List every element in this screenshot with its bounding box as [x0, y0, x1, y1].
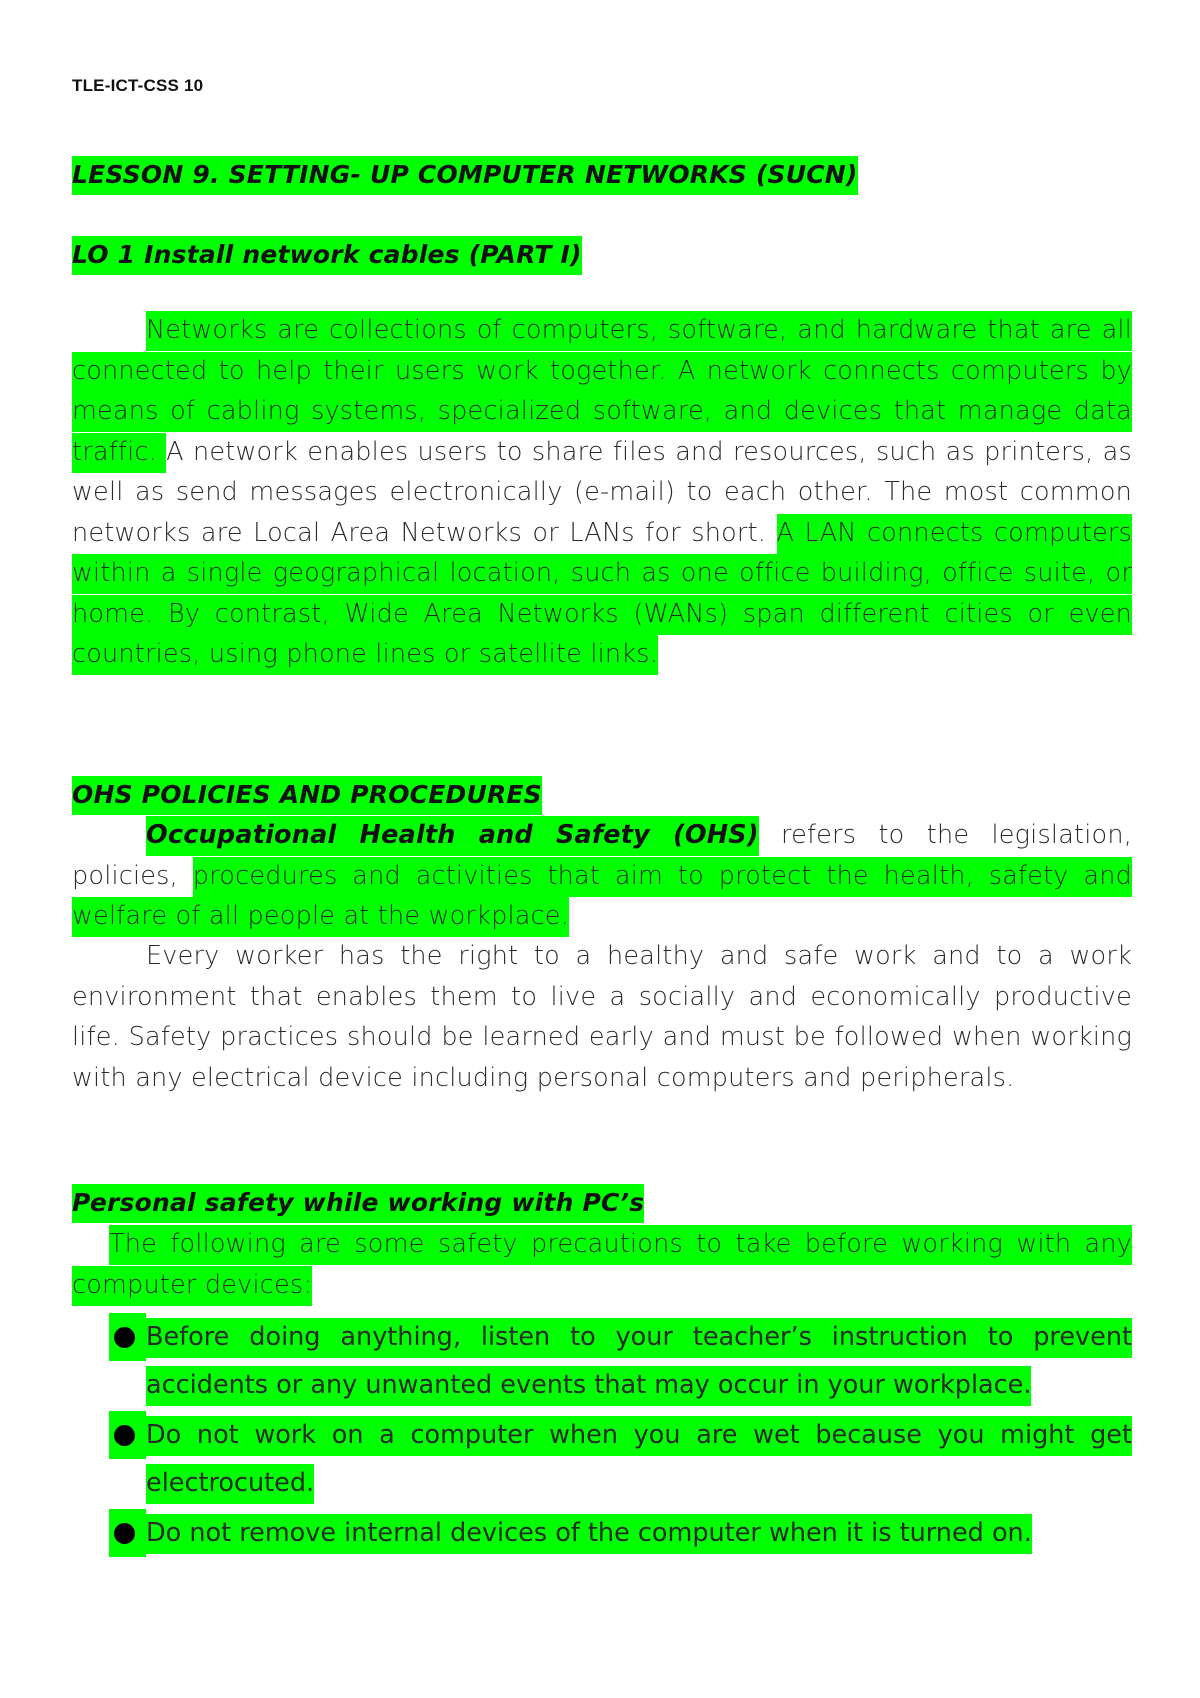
safety-list	[109, 1313, 1132, 1559]
bullet-icon	[109, 1509, 146, 1557]
ohs-term-highlight	[146, 816, 759, 856]
ohs-term: Occupational Health and Safety (OHS)	[146, 820, 759, 850]
lo-title	[72, 240, 582, 269]
ohs-paragraph-text: Every worker has the right to a healthy and safe work and to a work environment that enables them to live a socially and economically productive life. Safety practices should be learned early and must be followed when working with any electrical device including personal computers and peripherals.	[72, 941, 1132, 1093]
lesson-title	[72, 160, 858, 189]
safety-heading	[72, 1188, 644, 1217]
list-item-text: Do not work on a computer when you are wet because you might get electrocuted.	[146, 1416, 1132, 1504]
intro-plain-text: A network enables users to share files and resources, such as printers, as well as send messages electronically (e-mail) to each other. The most common networks are Local Area Networks or LANs for short.	[72, 436, 1132, 548]
ohs-definition-plain: refers to the legislation, policies,	[72, 820, 1132, 891]
bullet-icon	[109, 1313, 146, 1361]
lo-title-text: LO 1 Install network cables (PART I)	[72, 236, 582, 275]
ohs-heading-text: OHS POLICIES AND PROCEDURES	[72, 776, 542, 815]
ohs-definition-highlight: procedures and activities that aim to protect the health, safety and welfare of all people at the workplace.	[72, 857, 1132, 938]
safety-intro	[72, 1224, 1132, 1305]
safety-heading-text: Personal safety while working with PC’s	[72, 1184, 644, 1223]
bullet-icon	[109, 1411, 146, 1459]
list-item	[109, 1313, 1132, 1409]
intro-highlight-2: A LAN connects computers within a single geographical location, such as one office building, office suite, or home. By contrast, Wide Area Networks (WANs) span different cities or even countries, using phone lines or satellite links.	[72, 514, 1132, 676]
running-header: TLE-ICT-CSS 10	[72, 76, 204, 95]
ohs-heading	[72, 780, 542, 809]
list-item	[109, 1509, 1132, 1557]
ohs-paragraph	[72, 936, 1132, 1098]
intro-highlight-1: Networks are collections of computers, software, and hardware that are all connected to help their users work together. A network connects computers by means of cabling systems, specialized software, and devices that manage data traffic.	[72, 311, 1132, 473]
list-item	[109, 1411, 1132, 1507]
list-item-text: Before doing anything, listen to your teacher’s instruction to prevent accidents or any unwanted events that may occur in your workplace.	[146, 1318, 1132, 1406]
ohs-definition-paragraph	[72, 815, 1132, 937]
list-item-text: Do not remove internal devices of the computer when it is turned on.	[146, 1514, 1032, 1554]
lesson-title-text: LESSON 9. SETTING- UP COMPUTER NETWORKS (SUCN)	[72, 156, 858, 195]
intro-paragraph	[72, 310, 1132, 675]
safety-intro-text: The following are some safety precautions to take before working with any computer devices:	[72, 1225, 1132, 1306]
